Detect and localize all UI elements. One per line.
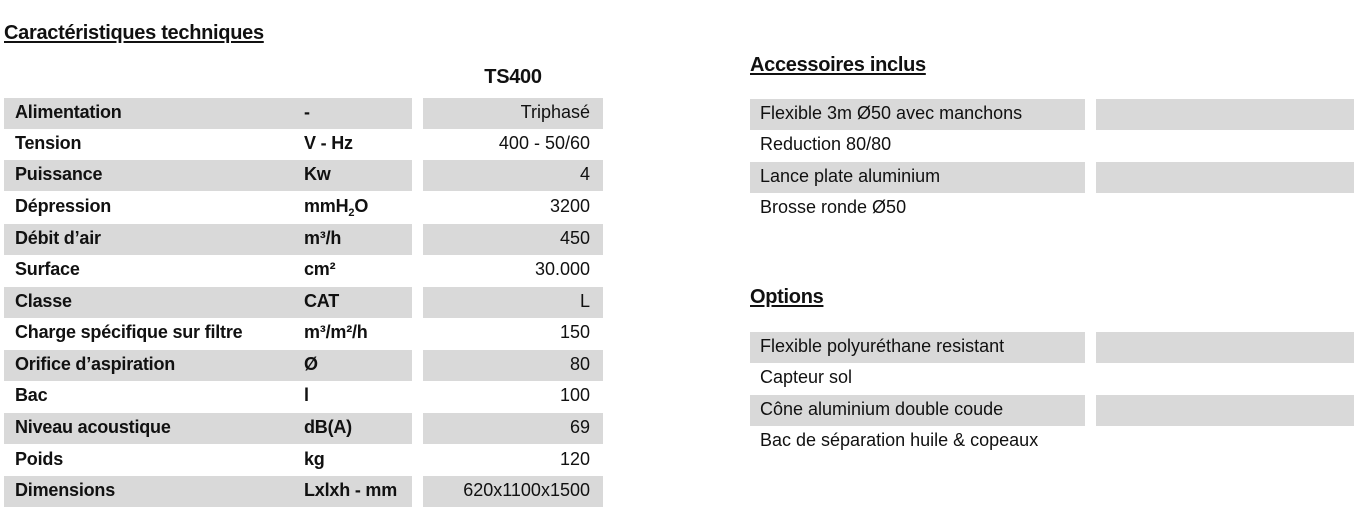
option-label: Bac de séparation huile & copeaux	[760, 430, 1039, 450]
accessory-label: Lance plate aluminium	[760, 166, 941, 186]
spec-unit: Ø	[304, 354, 318, 374]
accessory-item	[750, 99, 1354, 130]
spec-value: 80	[569, 354, 590, 374]
spec-label: Charge spécifique sur filtre	[15, 322, 243, 342]
spec-label: Bac	[15, 385, 48, 405]
spec-row-surface	[0, 255, 610, 286]
spec-unit: cm²	[304, 259, 336, 279]
accessory-item	[750, 193, 1354, 224]
spec-label: Poids	[15, 449, 64, 469]
accessory-item	[750, 162, 1354, 193]
option-item	[750, 426, 1354, 457]
model-header: TS400	[484, 66, 542, 88]
option-label: Flexible polyuréthane resistant	[760, 336, 1005, 356]
option-item	[750, 332, 1354, 363]
spec-value: 4	[579, 164, 590, 184]
spec-value: 3200	[549, 196, 590, 216]
accessory-label: Flexible 3m Ø50 avec manchons	[760, 103, 1023, 123]
spec-row-dimensions	[0, 476, 610, 507]
spec-label: Dépression	[15, 196, 112, 216]
spec-value: 400 - 50/60	[498, 133, 590, 153]
spec-label: Puissance	[15, 164, 103, 184]
option-item	[750, 395, 1354, 426]
spec-unit: l	[304, 385, 309, 405]
spec-row-niveau-acoustique	[0, 413, 610, 444]
spec-row-puissance	[0, 160, 610, 191]
spec-row-classe	[0, 287, 610, 318]
option-label: Capteur sol	[760, 367, 853, 387]
spec-value: 150	[559, 322, 590, 342]
spec-label: Alimentation	[15, 102, 122, 122]
spec-unit: mmH$_2$O	[304, 196, 369, 219]
spec-label: Débit d’air	[15, 228, 101, 248]
spec-value: 69	[569, 417, 590, 437]
spec-row-charge-filtre	[0, 318, 610, 349]
spec-unit: kg	[304, 449, 325, 469]
spec-label: Orifice d’aspiration	[15, 354, 176, 374]
spec-value: Triphasé	[520, 102, 590, 122]
spec-unit: V - Hz	[304, 133, 353, 153]
spec-value: 100	[559, 385, 590, 405]
accessory-item	[750, 130, 1354, 161]
spec-unit: Lxlxh - mm	[304, 480, 398, 500]
spec-row-tension	[0, 129, 610, 160]
spec-unit: Kw	[304, 164, 331, 184]
accessories-title: Accessoires inclus	[750, 54, 926, 76]
spec-label: Tension	[15, 133, 82, 153]
spec-row-bac	[0, 381, 610, 412]
spec-row-alimentation	[0, 98, 610, 129]
spec-label: Niveau acoustique	[15, 417, 171, 437]
spec-value: L	[579, 291, 590, 311]
accessory-label: Brosse ronde Ø50	[760, 197, 907, 217]
spec-row-depression	[0, 192, 610, 223]
spec-unit: CAT	[304, 291, 340, 311]
option-item	[750, 363, 1354, 394]
spec-value: 620x1100x1500	[463, 480, 590, 500]
spec-row-orifice	[0, 350, 610, 381]
spec-label: Surface	[15, 259, 80, 279]
spec-value: 120	[559, 449, 590, 469]
spec-label: Classe	[15, 291, 72, 311]
accessory-label: Reduction 80/80	[760, 134, 892, 154]
spec-row-debit-air	[0, 224, 610, 255]
specs-title: Caractéristiques techniques	[4, 22, 264, 44]
option-label: Cône aluminium double coude	[760, 399, 1004, 419]
spec-unit: m³/h	[304, 228, 342, 248]
spec-value: 450	[559, 228, 590, 248]
spec-unit: dB(A)	[304, 417, 352, 437]
spec-unit: m³/m²/h	[304, 322, 368, 342]
spec-row-poids	[0, 445, 610, 476]
spec-unit: -	[304, 102, 310, 122]
spec-value: 30.000	[534, 259, 590, 279]
options-title: Options	[750, 286, 824, 308]
spec-label: Dimensions	[15, 480, 116, 500]
